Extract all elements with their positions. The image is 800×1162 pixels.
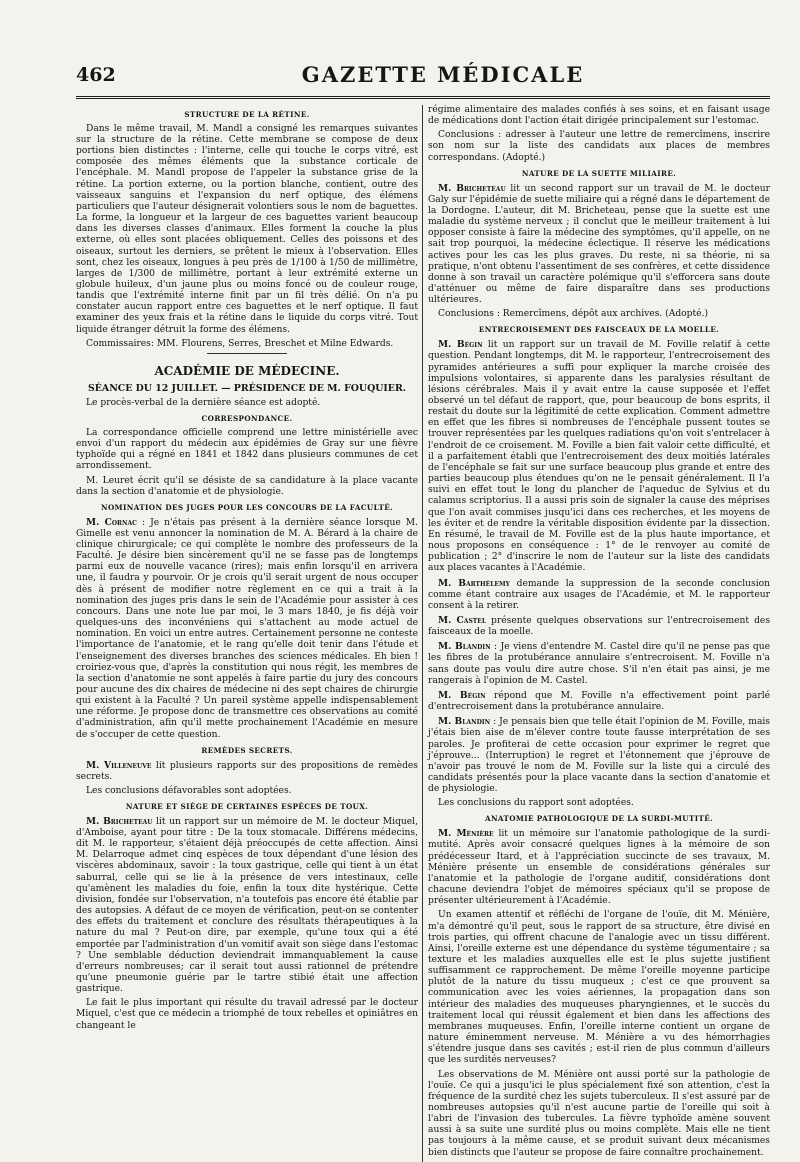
paragraph-text: lit un rapport sur un mémoire de M. le docteur Miquel, d'Amboise, ayant pour titre : De la toux stomacale. Différens médecins, dit M. le rapporteur, s'étaient déjà préoccupés de cette affection. Ainsi M. Delarroque admet cinq espèces de toux dépendant d'une lésion des viscères abdominaux, savoir : la toux gastrique, celle qui tient à un état saburral, celle qui se lie à la présence de vers intestinaux, celle qu'amènent les maladies du foie, enfin la toux dite hystérique. Cette division, fondée sur l'observation, n'a toutefois pas encore été établie par des autopsies. A défaut de ce moyen de vérification, peut-on se contenter des effets du traitement et conclure des résultats thérapeutiques à la nature du mal ? Peut-on dire, par exemple, qu'une toux qui a été emportée par l'administration d'un vomitif avait son siège dans l'estomac ? Une semblable déduction deviendrait immanquablement la cause d'erreurs nombreuses; car il serait tout aussi rationnel de prétendre qu'une pneumonie guérie par le tartre stibié était une affection gastrique. — [76, 816, 419, 995]
paragraph — [428, 183, 770, 307]
paragraph-text: répond que M. Foville n'a effectivement point parlé d'entrecroisement dans la protubérance annulaire. — [428, 690, 771, 713]
paragraph-text: lit un rapport sur un travail de M. Foville relatif à cette question. Pendant longtemps, dit M. le rapporteur, l'entrecroisement des pyramides antérieures a suffi pour expliquer la marche croisée des impulsions volontaires, si apparente dans les paralysies résultant de lésions cérébrales. Mais il y avait entre la cause supposée et l'effet observé un tel défaut de rapport, que, pour beaucoup de bons esprits, il restait du doute sur la légitimité de cette explication. Comment admettre en effet que les fibres si nombreuses de l'encéphale pussent toutes se trouver représentées par les quelques radiations qu'on voit s'entrelacer à l'endroit de ce croisement. M. Foville a bien fait valoir cette difficulté, et il a parfaitement établi que l'entrecroisement des deux moitiés latérales de l'encéphale se fait sur une surface beaucoup plus grande et entre des parties beaucoup plus étendues qu'on ne le pensait généralement. Il l'a suivi en effet tout le long du plancher de l'aqueduc de Sylvius et du calamus scriptorius. Il a aussi pris soin de signaler la cause des méprises que l'on avait commises jusqu'ici dans ces recherches, et les moyens de les éviter et de rendre la véritable disposition évidente par la dissection. En résumé, le travail de M. Foville est de la plus haute importance, et nous proposons en conséquence : 1° de le renvoyer au comité de publication ; 2° d'inscrire le nom de l'auteur sur la liste des candidats aux places vacantes à l'Académie. — [428, 340, 771, 574]
speaker-name: M. Bégin — [438, 689, 486, 701]
speaker-name: M. Blandin — [438, 641, 491, 653]
paragraph: Le procès-verbal de la dernière séance est adopté. — [86, 398, 321, 408]
paragraph — [76, 760, 418, 783]
paragraph — [76, 517, 418, 741]
paragraph: régime alimentaire des malades confiés à ses soins, et en faisant usage de médications dont l'action était dirigée principalement sur l'estomac. — [428, 105, 770, 127]
journal-title: GAZETTE MÉDICALE — [301, 62, 585, 87]
header-rule — [76, 96, 770, 99]
speaker-name: M. Ménière — [438, 828, 494, 840]
session-heading: SÉANCE DU 12 JUILLET. — PRÉSIDENCE DE M. FOUQUIER. — [88, 382, 406, 394]
paragraph — [428, 690, 770, 713]
left-column — [76, 105, 418, 1162]
speaker-name: M. Bégin — [438, 339, 483, 351]
section-heading: NOMINATION DES JUGES POUR LES CONCOURS DE LA FACULTÉ. — [100, 502, 394, 512]
section-heading: ENTRECROISEMENT DES FAISCEAUX DE LA MOELLE. — [478, 325, 720, 335]
academy-heading: ACADÉMIE DE MÉDECINE. — [154, 363, 340, 378]
paragraph — [76, 816, 418, 996]
speaker-name: M. Barthélemy — [438, 577, 510, 589]
speaker-name: M. Blandin — [438, 716, 491, 728]
section-heading: STRUCTURE DE LA RÉTINE. — [184, 110, 310, 119]
paragraph: Dans le même travail, M. Mandl a consigné les remarques suivantes sur la structure de la rétine. Cette membrane se compose de deux portions bien distinctes : l'interne, celle qui touche le corps vitré, est composée des mêmes éléments que la substance corticale de l'encéphale. M. Mandl propose de l'appeler la substance grise de la rétine. La portion externe, ou la portion blanche, contient, outre des vaisseaux sanguins et l'expansion du nerf optique, des élémens particuliers que l'auteur désignerait volontiers sous le nom de baguettes. La forme, la longueur et la largeur de ces baguettes varient beaucoup dans les diverses classes d'animaux. Elles forment la couche la plus externe, où elles sont placées obliquement. Celles des poissons et des oiseaux, surtout les derniers, se prêtent le mieux à l'observation. Elles sont, chez les oiseaux, longues à peu près de 1/100 à 1/50 de millimètre, larges de 1/300 de millimètre, portant à leur extrémité externe un globule huileux, d'un jaune plus ou moins foncé ou de couleur rouge, tandis que l'extrémité interne finit par un fil très délié. On n'a pu constater aucun rapport entre ces baguettes et le nerf optique. Il faut examiner des yeux frais et la rétine dans le liquide du corps vitré. Tout liquide étranger détruit la forme des élémens. — [76, 123, 418, 335]
section-heading: CORRESPONDANCE. — [201, 414, 293, 424]
masthead — [76, 62, 770, 92]
columns — [76, 105, 770, 1162]
speaker-name: M. Bricheteau — [86, 815, 153, 827]
paragraph: La correspondance officielle comprend une lettre ministérielle avec envoi d'un rapport du médecin aux épidémies de Gray sur une fièvre typhoïde qui a régné en 1841 et 1842 dans plusieurs communes de cet arrondissement. — [76, 427, 418, 472]
paragraph: Les conclusions du rapport sont adoptées. — [438, 798, 634, 809]
paragraph-text: : Je viens d'entendre M. Castel dire qu'il ne pense pas que les fibres de la protubérance annulaire s'entrecroisent. M. Foville n'a sans doute pas voulu dire autre chose. S'il n'en était pas ainsi, je me rangerais à l'opinion de M. Castel. — [428, 642, 770, 686]
paragraph — [428, 641, 770, 687]
speaker-name: M. Bricheteau — [438, 182, 506, 194]
paragraph: Les observations de M. Ménière ont aussi porté sur la pathologie de l'ouïe. Ce qui a jusqu'ici le plus spécialement fixé son attention, c'est la fréquence de la surdité chez les sujets tuberculeux. Il s'est assuré par de nombreuses autopsies qu'il n'est aucune partie de l'oreille qui soit à l'abri de l'invasion des tubercules. La fièvre typhoïde amène souvent aussi à sa suite une surdité plus ou moins complète. Mais elle ne tient pas toujours à la même cause, et se produit suivant deux mécanismes bien distincts que l'auteur se propose de faire connaître prochainement. — [428, 1069, 770, 1158]
paragraph: Le fait le plus important qui résulte du travail adressé par le docteur Miquel, c'est que ce médecin a triomphé de toux rebelles et opiniâtres en changeant le — [76, 998, 418, 1031]
paragraph-text: : Je n'étais pas présent à la dernière séance lorsque M. Gimelle est venu annoncer la nomination de M. A. Bérard à la chaire de clinique chirurgicale; ce qui complète le nombre des professeurs de la Faculté. Je désire bien sincèrement qu'il ne se fasse pas de longtemps parmi eux de nouvelle vacance (rires); mais enfin lorsqu'il en arrivera une, il faudra y pourvoir. Or je crois qu'il serait urgent de nous occuper dès à présent de modifier notre règlement en ce qui a trait à la nomination des juges pris dans le sein de l'Académie pour assister à ces concours. Dans une note lue par moi, le 3 mars 1840, je fis déjà voir quelques-uns des inconvéniens qui s'attachent au mode actuel de nomination. En voici un entre autres. Certainement personne ne conteste l'importance de l'anatomie, et le rang qu'elle doit tenir dans l'étude et l'enseignement des diverses branches des sciences médicales. Eh bien ! croiriez-vous que, d'après la constitution qui nous régit, les membres de la section d'anatomie ne sont appelés à faire partie du jury des concours pour aucune des dix chaires de médecine ni des sept chaires de chirurgie qui existent à la Faculté ? Un pareil système appelle indispensablement une réforme. Je propose donc de transmettre ces observations au comité d'administration, afin qu'il mette prochainement l'Académie en mesure de s'occuper de cette question. — [76, 517, 418, 740]
paragraph: Conclusions : Remercîmens, dépôt aux archives. (Adopté.) — [438, 309, 709, 320]
paragraph: Un examen attentif et réfléchi de l'organe de l'ouïe, dit M. Ménière, m'a démontré qu'il peut, sous le rapport de sa structure, être divisé en trois parties, qui offrent chacune de l'analogie avec un tissu différent. Ainsi, l'oreille externe est une dépendance du système tégumentaire ; sa texture et les maladies auxquelles elle est le plus sujette justifient suffisamment ce rapprochement. De même l'oreille moyenne participe plutôt de la nature du tissu muqueux ; c'est ce que prouvent sa communication avec les voies aériennes, la propagation dans son intérieur des maladies des muqueuses pharyngiennes, et le succès du traitement local qui réussit également et bien dans les affections des membranes muqueuses. Enfin, l'oreille interne contient un organe de nature éminemment nerveuse. M. Ménière a vu des hémorrhagies s'étendre jusque dans ses cavités ; est-il rien de plus commun d'ailleurs que les surdités nerveuses? — [428, 910, 770, 1066]
right-column — [428, 105, 770, 1162]
speaker-name: M. Castel — [438, 614, 487, 626]
paragraph-text: lit un mémoire sur l'anatomie pathologique de la surdi-mutité. Après avoir consacré quelques lignes à la mémoire de son prédécesseur Itard, et à l'appréciation succincte de ses travaux, M. Ménière présente un ensemble de considérations générales sur l'anatomie et la pathologie de l'organe auditif, considérations dont chacune deviendra l'objet de mémoires spéciaux qu'il se propose de présenter ultérieurement à l'Académie. — [428, 829, 770, 907]
section-heading: NATURE DE LA SUETTE MILIAIRE. — [521, 168, 677, 178]
section-heading: ANATOMIE PATHOLOGIQUE DE LA SURDI-MUTITÉ. — [484, 814, 714, 824]
section-divider — [207, 353, 287, 354]
paragraph-text: lit plusieurs rapports sur des propositions de remèdes secrets. — [76, 760, 418, 782]
speaker-name: M. Cornac — [86, 516, 137, 528]
paragraph — [428, 716, 770, 795]
paragraph — [428, 615, 770, 638]
speaker-name: M. Villeneuve — [86, 759, 152, 771]
paragraph: Les conclusions défavorables sont adoptées. — [86, 785, 292, 796]
paragraph-text: demande la suppression de la seconde conclusion comme étant contraire aux usages de l'Académie, et M. le rapporteur consent à la retirer. — [428, 578, 770, 611]
section-heading: NATURE ET SIÈGE DE CERTAINES ESPÈCES DE TOUX. — [125, 802, 369, 812]
paragraph-text: lit un second rapport sur un travail de M. le docteur Galy sur l'épidémie de suette miliaire qui a régné dans le département de la Dordogne. L'auteur, dit M. Bricheteau, pense que la suette est une maladie du système nerveux ; il conclut que le meilleur traitement à lui opposer consiste à faire la médecine des symptômes, qu'il appelle, on ne sait trop pourquoi, la médecine éclectique. Il réserve les médications actives pour les cas les plus graves. Du reste, ni sa théorie, ni sa pratique, n'ont obtenu l'assentiment de ses confrères, et cette dissidence donne à son travail un caractère polémique qu'il s'efforcera sans doute d'atténuer ou même de faire disparaître dans ses productions ultérieures. — [428, 183, 770, 306]
paragraph: Commissaires: MM. Flourens, Serres, Breschet et Milne Edwards. — [86, 338, 394, 349]
paragraph-text: : Je pensais bien que telle était l'opinion de M. Foville, mais j'étais bien aise de m'élever contre toute fausse interprétation de ses paroles. Je profiterai de cette occasion pour exprimer le regret que j'éprouve... (Interruption) le regret et l'étonnement que j'éprouve de n'avoir pas trouvé le nom de M. Foville sur la liste qui a circulé des candidats présentés pour la place vacante dans la section d'anatomie et de physiologie. — [428, 717, 770, 795]
paragraph: Conclusions : adresser à l'auteur une lettre de remercîmens, inscrire son nom sur la liste des candidats aux places de membres correspondans. (Adopté.) — [428, 130, 770, 163]
paragraph — [428, 339, 770, 574]
column-divider — [422, 105, 423, 1162]
page-number: 462 — [76, 64, 116, 86]
paragraph — [428, 578, 770, 612]
paragraph — [428, 828, 770, 907]
paragraph-text: présente quelques observations sur l'entrecroisement des faisceaux de la moelle. — [428, 615, 771, 638]
paragraph: M. Leuret écrit qu'il se désiste de sa candidature à la place vacante dans la section d'anatomie et de physiologie. — [76, 475, 418, 497]
section-heading: REMÈDES SECRETS. — [201, 745, 293, 755]
